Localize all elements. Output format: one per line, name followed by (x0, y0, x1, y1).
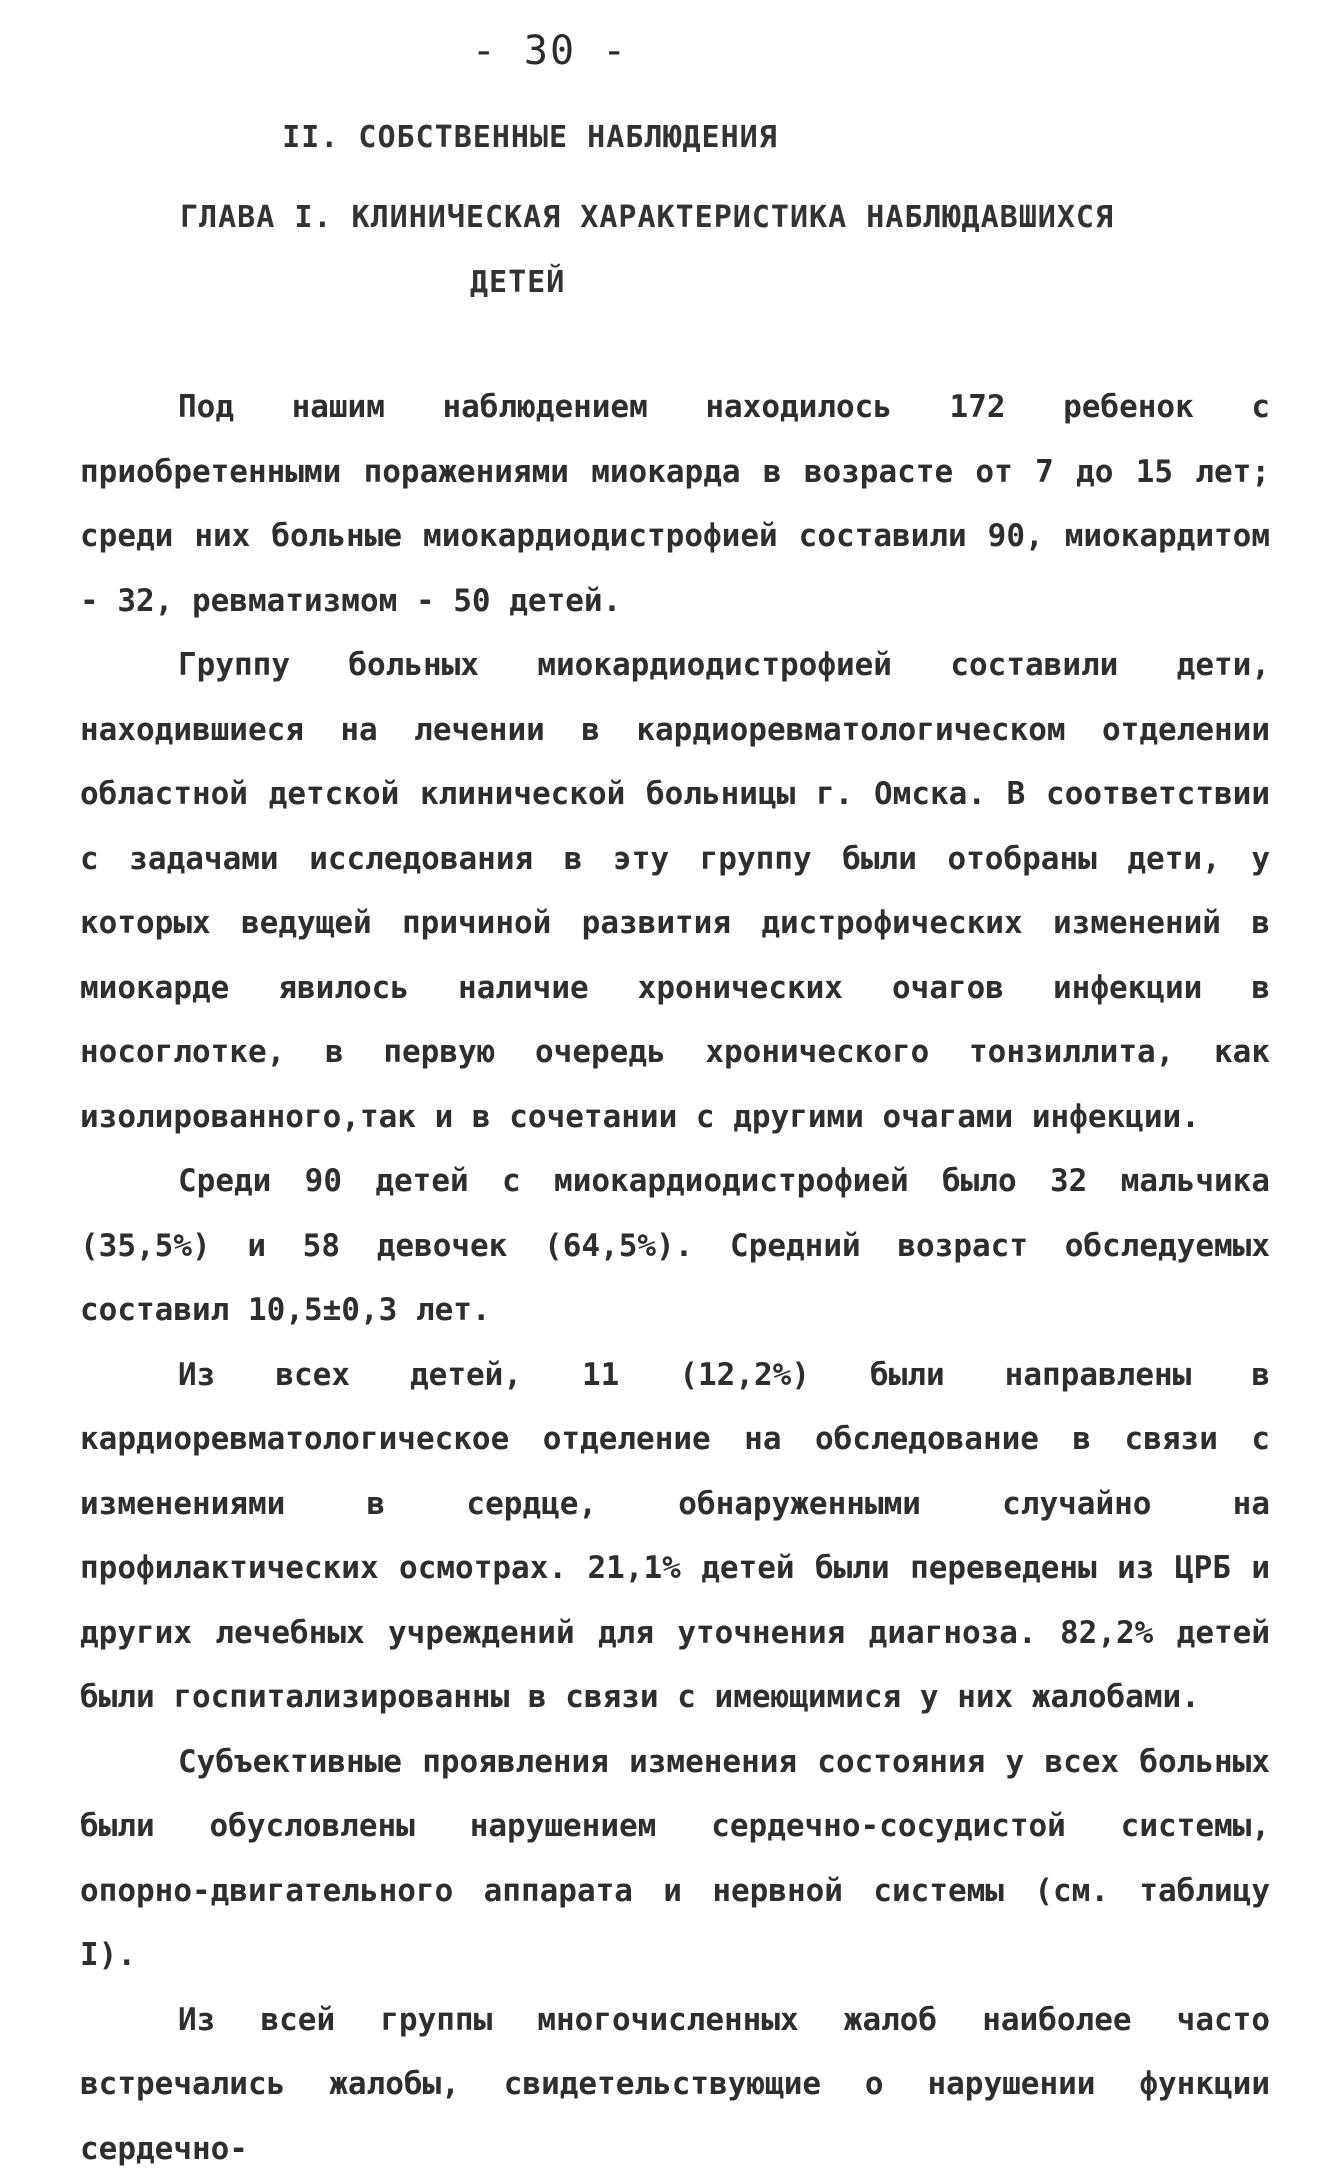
paragraph: Из всех детей, 11 (12,2%) были направлены в кардиоревматологическое отделение на обследование в связи с изменениями в сердце, обнаруженными случайно на профилактических осмотрах. 21,1% детей были переведены из ЦРБ и других лечебных учреждений для уточнения диагноза. 82,2% детей были госпитализированны в связи с имеющимися у них жалобами. (80, 1343, 1270, 1730)
paragraph: Субъективные проявления изменения состояния у всех больных были обусловлены нарушением сердечно-сосудистой системы, опорно-двигательного аппарата и нервной системы (см. таблицу I). (80, 1730, 1270, 1988)
body-text (80, 375, 1270, 2181)
page-number: - 30 - (0, 28, 1100, 74)
paragraph: Под нашим наблюдением находилось 172 ребенок с приобретенными поражениями миокарда в возрасте от 7 до 15 лет; среди них больные миокардиодистрофией составили 90, миокардитом - 32, ревматизмом - 50 детей. (80, 375, 1270, 633)
paragraph: Среди 90 детей с миокардиодистрофией было 32 мальчика (35,5%) и 58 девочек (64,5%). Средний возраст обследуемых составил 10,5±0,3 лет. (80, 1149, 1270, 1343)
chapter-heading: ГЛАВА I. КЛИНИЧЕСКАЯ ХАРАКТЕРИСТИКА НАБЛЮДАВШИХСЯ (180, 200, 1114, 235)
chapter-heading-continuation: ДЕТЕЙ (470, 265, 565, 300)
paragraph: Из всей группы многочисленных жалоб наиболее часто встречались жалобы, свидетельствующие о нарушении функции сердечно- (80, 1988, 1270, 2181)
part-heading: II. СОБСТВЕННЫЕ НАБЛЮДЕНИЯ (0, 120, 1060, 155)
paragraph: Группу больных миокардиодистрофией составили дети, находившиеся на лечении в кардиоревматологическом отделении областной детской клинической больницы г. Омска. В соответствии с задачами исследования в эту группу были отобраны дети, у которых ведущей причиной развития дистрофических изменений в миокарде явилось наличие хронических очагов инфекции в носоглотке, в первую очередь хронического тонзиллита, как изолированного,так и в сочетании с другими очагами инфекции. (80, 633, 1270, 1149)
